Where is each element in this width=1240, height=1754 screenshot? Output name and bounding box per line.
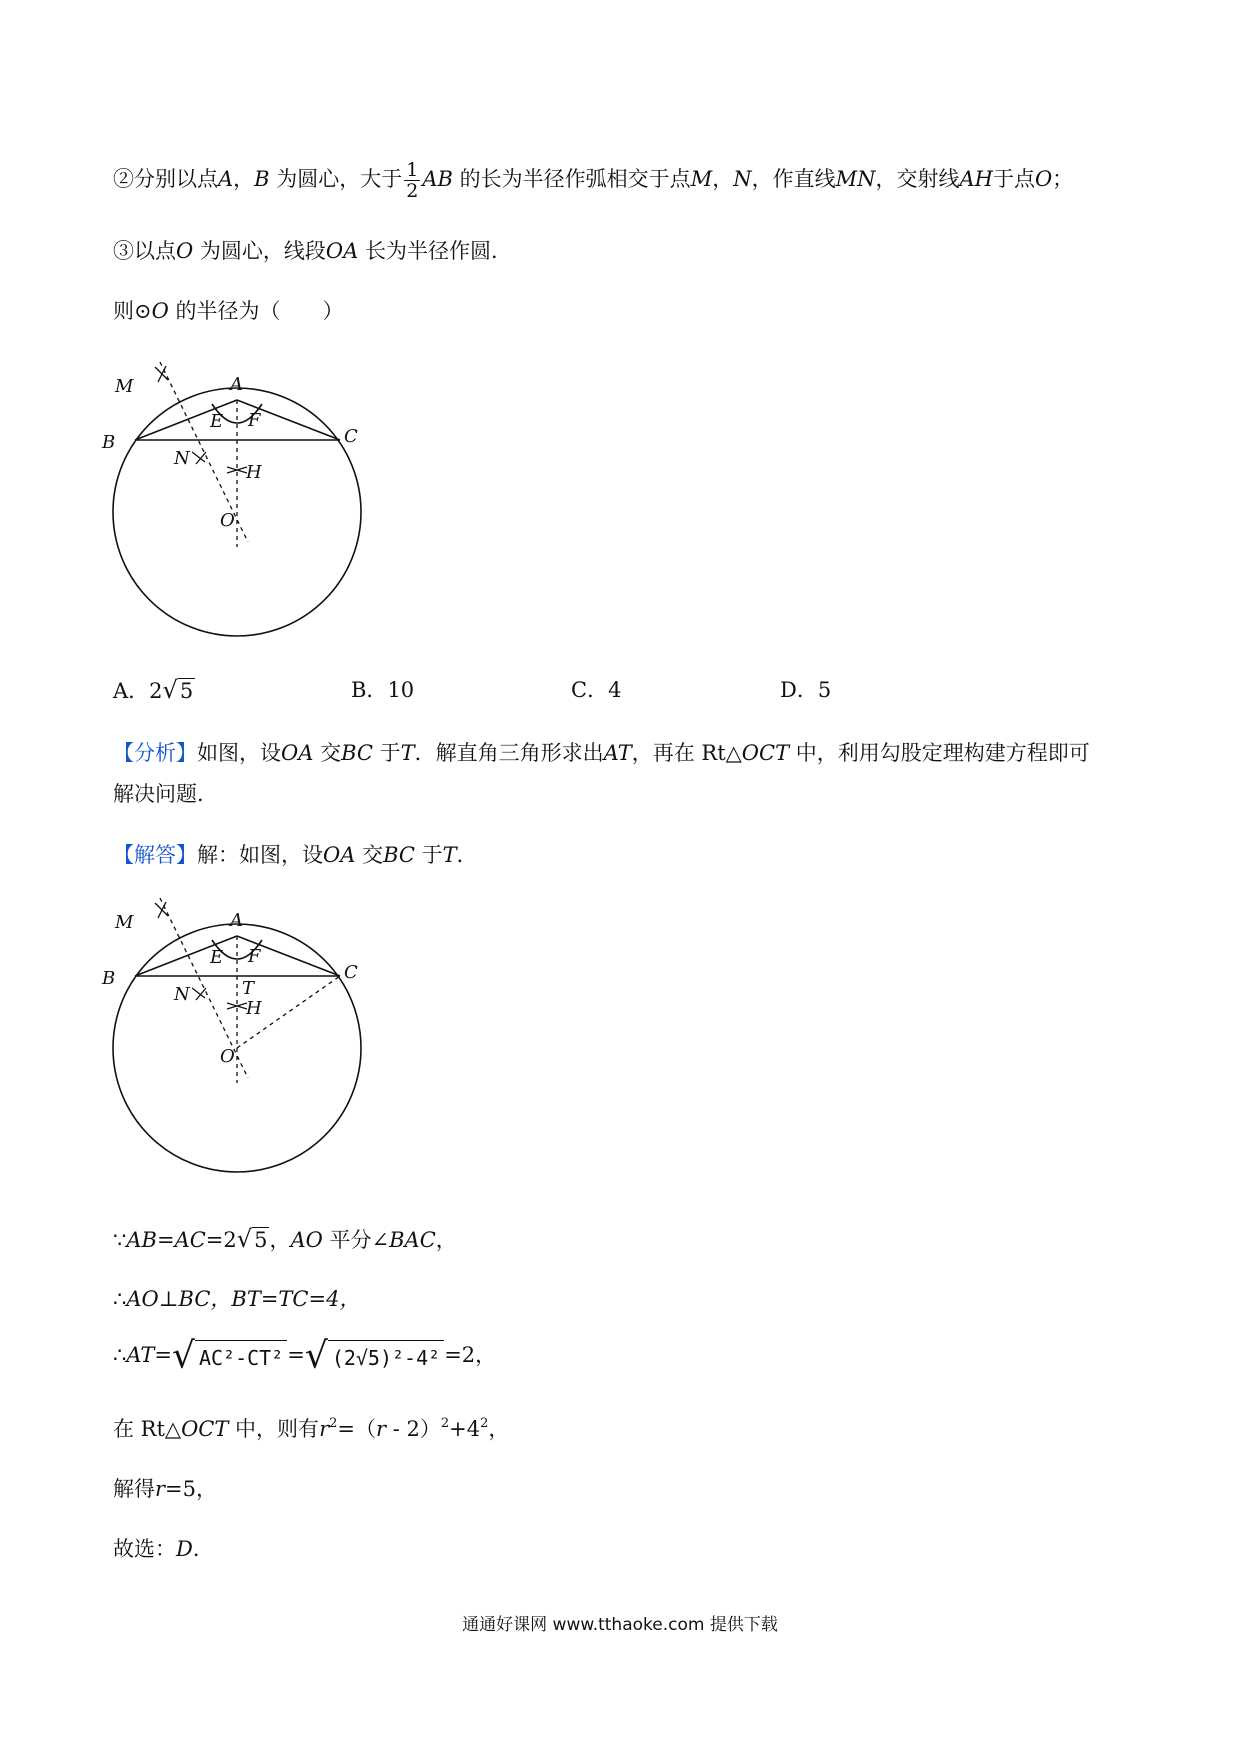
svg-text:C: C [344,962,358,983]
solution-tag: 【解答】 [113,843,197,867]
question-text: 则⊙O 的半径为（ ） [113,299,344,323]
label-a: A [230,374,243,395]
label-m: M [115,376,134,397]
analysis-line-2: 解决问题． [113,782,218,806]
svg-text:H: H [246,998,262,1019]
solution-step-4: 在 Rt△OCT 中，则有$r^2=(r - 2)^2+4^2$， [113,1416,510,1441]
step-3-text: ③以点O 为圆心，线段OA 长为半径作圆． [113,239,512,263]
label-o: O [220,510,235,531]
page-footer: 通通好课网 www.tthaoke.com 提供下载 [462,1615,778,1635]
step-2-text: ②分别以点A，B 为圆心，大于 $\frac{1}{2}$ AB 的长为半径作弧相交于点M，N，作直线MN，交射线AH于点O； [113,159,1074,202]
svg-text:F: F [248,946,261,967]
choice-b[interactable]: B．10 [351,678,415,702]
solution-step-1: ∵AB=AC=2√5，AO 平分∠BAC， [113,1225,457,1253]
analysis-line-1: 【分析】如图，设OA 交BC 于T．解直角三角形求出AT，再在 Rt△OCT 中，利用勾股定理构建方程即可 [113,741,1090,765]
label-h: H [246,462,262,483]
label-e: E [210,411,224,432]
svg-text:N: N [174,984,190,1005]
label-n: N [174,448,190,469]
choice-d[interactable]: D．5 [780,678,832,702]
figure-solution [100,888,380,1188]
label-b: B [102,432,116,453]
svg-text:M: M [115,912,134,933]
figure-question [100,352,380,652]
svg-text:A: A [230,910,243,931]
label-c: C [344,426,358,447]
label-t: T [242,978,255,999]
svg-text:O: O [220,1046,235,1067]
solution-step-3: ∴AT=√ AC²-CT² =√ (2√5)²-4² =2， [113,1335,497,1377]
solution-step-6: 故选：D． [113,1537,214,1561]
choice-c[interactable]: C．4 [571,678,622,702]
svg-text:E: E [210,947,224,968]
solution-step-2: ∴AO⊥BC，BT=TC=4， [113,1287,361,1311]
label-f: F [248,410,261,431]
fraction-one-half: $\frac{1}{2}$ [406,159,419,202]
svg-text:B: B [102,968,116,989]
choice-a[interactable]: A．2√5 [113,676,194,704]
solution-intro: 【解答】解：如图，设OA 交BC 于T． [113,843,478,867]
solution-step-5: 解得r=5， [113,1477,218,1501]
analysis-tag: 【分析】 [113,741,197,765]
